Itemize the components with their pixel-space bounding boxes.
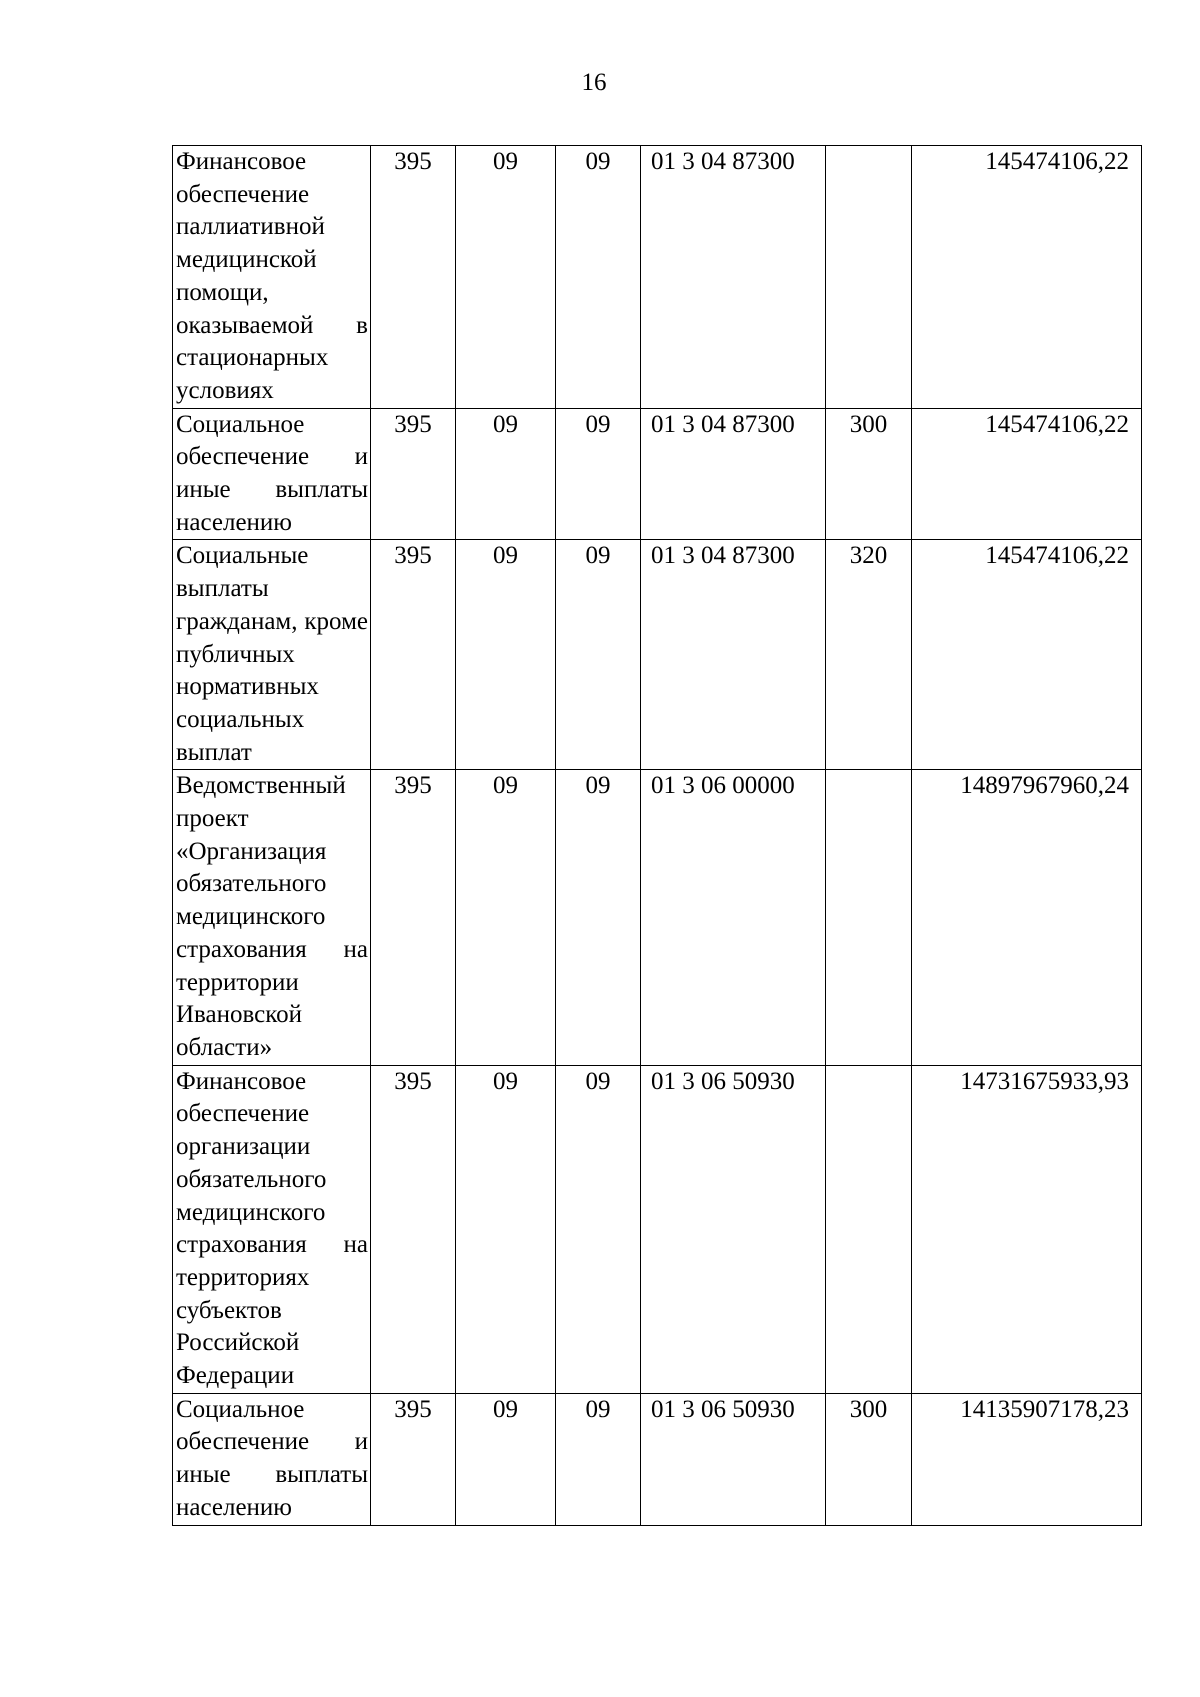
row-name-cell: Финансовое обеспечение паллиативной медицинской помощи, оказываемой в стационарных условиях bbox=[173, 146, 371, 409]
amount-cell: 145474106,22 bbox=[912, 408, 1142, 540]
subsection-cell: 09 bbox=[556, 1065, 641, 1393]
row-name-cell: Социальное обеспечение и иные выплаты населению bbox=[173, 408, 371, 540]
expense-type-cell: 300 bbox=[826, 1393, 912, 1525]
section-cell: 09 bbox=[456, 770, 556, 1065]
target-article-cell: 01 3 06 50930 bbox=[641, 1393, 826, 1525]
section-cell: 09 bbox=[456, 540, 556, 770]
expense-type-cell bbox=[826, 770, 912, 1065]
section-cell: 09 bbox=[456, 1393, 556, 1525]
section-cell: 09 bbox=[456, 408, 556, 540]
subsection-cell: 09 bbox=[556, 146, 641, 409]
table-row bbox=[173, 1393, 1142, 1525]
table-row bbox=[173, 408, 1142, 540]
target-article-cell: 01 3 06 50930 bbox=[641, 1065, 826, 1393]
amount-cell: 145474106,22 bbox=[912, 146, 1142, 409]
table-row bbox=[173, 770, 1142, 1065]
row-name-cell: Финансовое обеспечение организации обязательного медицинского страхования на территориях субъектов Российской Федерации bbox=[173, 1065, 371, 1393]
section-cell: 09 bbox=[456, 146, 556, 409]
grbs-cell: 395 bbox=[371, 770, 456, 1065]
expense-type-cell: 320 bbox=[826, 540, 912, 770]
page-number: 16 bbox=[581, 69, 607, 96]
grbs-cell: 395 bbox=[371, 540, 456, 770]
grbs-cell: 395 bbox=[371, 408, 456, 540]
section-cell: 09 bbox=[456, 1065, 556, 1393]
grbs-cell: 395 bbox=[371, 146, 456, 409]
grbs-cell: 395 bbox=[371, 1393, 456, 1525]
row-name-cell: Социальные выплаты гражданам, кроме публичных нормативных социальных выплат bbox=[173, 540, 371, 770]
target-article-cell: 01 3 04 87300 bbox=[641, 408, 826, 540]
subsection-cell: 09 bbox=[556, 1393, 641, 1525]
amount-cell: 14731675933,93 bbox=[912, 1065, 1142, 1393]
amount-cell: 14135907178,23 bbox=[912, 1393, 1142, 1525]
amount-cell: 14897967960,24 bbox=[912, 770, 1142, 1065]
amount-cell: 145474106,22 bbox=[912, 540, 1142, 770]
target-article-cell: 01 3 04 87300 bbox=[641, 540, 826, 770]
subsection-cell: 09 bbox=[556, 540, 641, 770]
expense-type-cell bbox=[826, 1065, 912, 1393]
table-row bbox=[173, 1065, 1142, 1393]
table-row bbox=[173, 146, 1142, 409]
budget-table bbox=[172, 145, 1142, 1526]
target-article-cell: 01 3 06 00000 bbox=[641, 770, 826, 1065]
expense-type-cell: 300 bbox=[826, 408, 912, 540]
subsection-cell: 09 bbox=[556, 408, 641, 540]
row-name-cell: Ведомственный проект «Организация обязательного медицинского страхования на территории Ивановской области» bbox=[173, 770, 371, 1065]
grbs-cell: 395 bbox=[371, 1065, 456, 1393]
row-name-cell: Социальное обеспечение и иные выплаты населению bbox=[173, 1393, 371, 1525]
subsection-cell: 09 bbox=[556, 770, 641, 1065]
expense-type-cell bbox=[826, 146, 912, 409]
table-row bbox=[173, 540, 1142, 770]
target-article-cell: 01 3 04 87300 bbox=[641, 146, 826, 409]
